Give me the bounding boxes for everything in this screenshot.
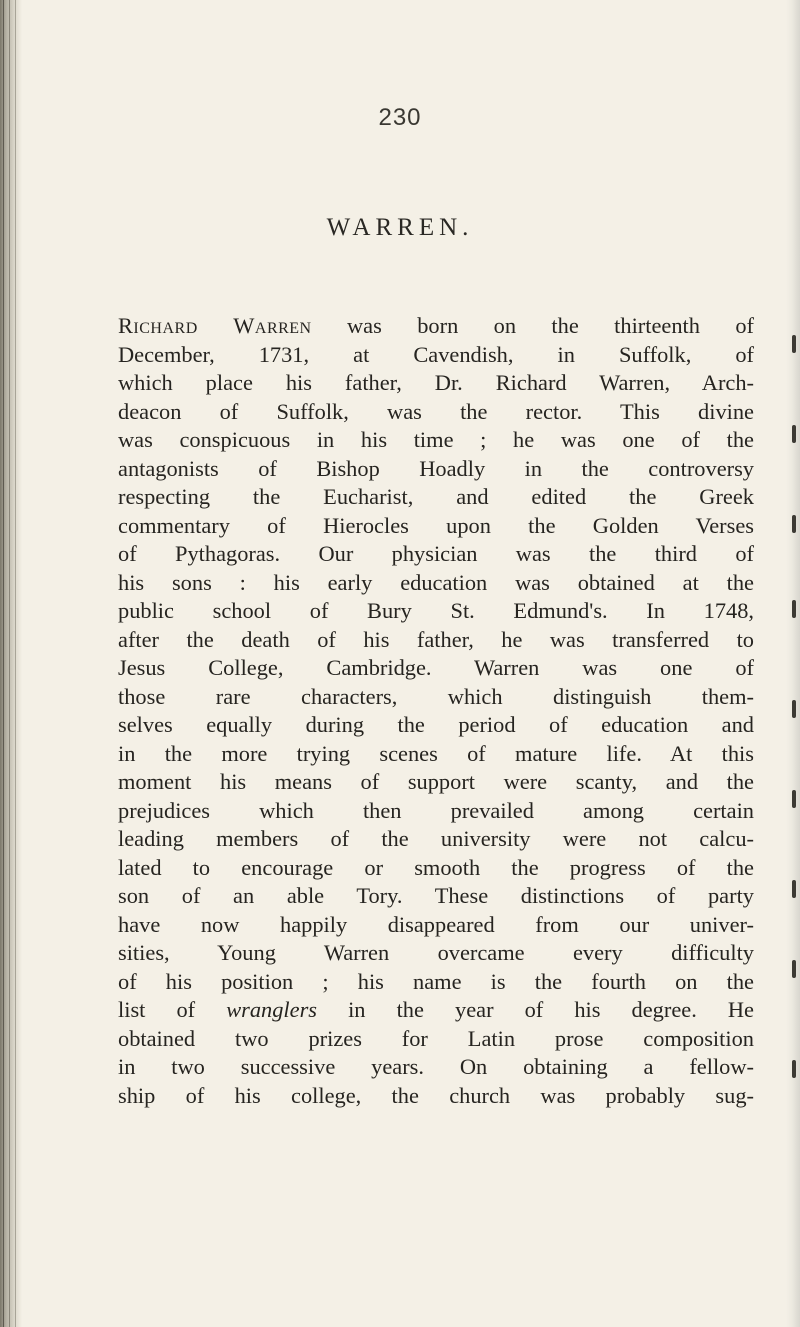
page-number: 230 — [378, 104, 422, 131]
edge-mark — [792, 960, 796, 978]
page-binding-edge — [0, 0, 22, 1327]
text-line: after the death of his father, he was transferred to — [118, 626, 754, 652]
chapter-heading: WARREN. — [326, 214, 474, 241]
text-line: ship of his college, the church was probably sug- — [118, 1082, 754, 1108]
text-line: in the more trying scenes of mature life. At this — [118, 740, 754, 766]
edge-mark — [792, 790, 796, 808]
text-line: Jesus College, Cambridge. Warren was one of — [118, 655, 754, 680]
text-line: leading members of the university were not calcu- — [118, 826, 754, 851]
text-line — [118, 996, 754, 1025]
text-line: have now happily disappeared from our univer- — [118, 911, 754, 937]
text-line: selves equally during the period of education and — [118, 712, 754, 737]
text-line: antagonists of Bishop Hoadly in the controversy — [118, 455, 754, 481]
text-line — [118, 312, 754, 341]
text-line: December, 1731, at Cavendish, in Suffolk, of — [118, 341, 754, 367]
line-text: list of — [118, 997, 227, 1022]
italic-term: wranglers — [226, 997, 318, 1022]
text-line: those rare characters, which distinguish them- — [118, 683, 754, 709]
edge-mark — [792, 425, 796, 443]
text-line: respecting the Eucharist, and edited the Greek — [118, 484, 754, 509]
edge-mark — [792, 600, 796, 618]
edge-mark — [792, 700, 796, 718]
text-line: sities, Young Warren overcame every difficulty — [118, 940, 754, 965]
binding-line — [15, 0, 16, 1327]
text-line: moment his means of support were scanty, and the — [118, 769, 754, 794]
text-line: public school of Bury St. Edmund's. In 1748, — [118, 598, 754, 623]
text-line: his sons : his early education was obtained at the — [118, 569, 754, 595]
line-text: was born on the thirteenth of — [311, 313, 754, 338]
text-line: prejudices which then prevailed among certain — [118, 797, 754, 823]
text-line: deacon of Suffolk, was the rector. This divine — [118, 398, 754, 424]
text-line: of his position ; his name is the fourth on the — [118, 968, 754, 994]
text-line: commentary of Hierocles upon the Golden Verses — [118, 512, 754, 538]
text-line: lated to encourage or smooth the progress of the — [118, 854, 754, 880]
text-line: which place his father, Dr. Richard Warren, Arch- — [118, 370, 754, 395]
body-paragraph — [118, 312, 754, 1110]
page-fore-edge — [786, 0, 800, 1327]
binding-line — [3, 0, 4, 1327]
edge-mark — [792, 515, 796, 533]
line-text: in the year of his degree. He — [317, 997, 754, 1022]
text-line: obtained two prizes for Latin prose composition — [118, 1025, 754, 1051]
text-line: was conspicuous in his time ; he was one of the — [118, 427, 754, 452]
text-line: son of an able Tory. These distinctions of party — [118, 883, 754, 908]
lead-name: Richard Warren — [118, 313, 312, 338]
edge-mark — [792, 1060, 796, 1078]
binding-line — [9, 0, 10, 1327]
text-line: in two successive years. On obtaining a fellow- — [118, 1054, 754, 1079]
edge-mark — [792, 880, 796, 898]
text-line: of Pythagoras. Our physician was the third of — [118, 541, 754, 566]
edge-mark — [792, 335, 796, 353]
